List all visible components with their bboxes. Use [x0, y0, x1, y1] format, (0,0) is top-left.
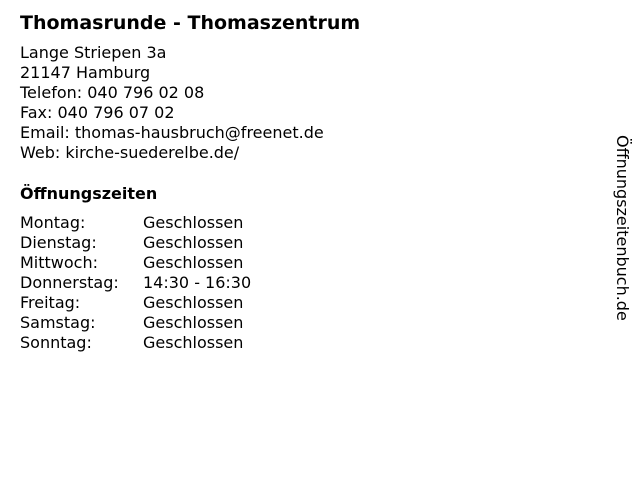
- address-block: [20, 43, 324, 163]
- day-label: Donnerstag:: [20, 273, 119, 292]
- address-street: Lange Striepen 3a: [20, 43, 167, 62]
- website-address: Web: kirche-suederelbe.de/: [20, 143, 240, 162]
- day-hours: Geschlossen: [143, 233, 244, 252]
- day-hours: Geschlossen: [143, 313, 244, 332]
- fax-number: Fax: 040 796 07 02: [20, 103, 175, 122]
- day-hours: 14:30 - 16:30: [143, 273, 252, 292]
- address-city: 21147 Hamburg: [20, 63, 151, 82]
- day-hours: Geschlossen: [143, 213, 244, 232]
- email-address: Email: thomas-hausbruch@freenet.de: [20, 123, 324, 142]
- day-label: Freitag:: [20, 293, 81, 312]
- day-label: Dienstag:: [20, 233, 97, 252]
- brand-watermark: Öffnungszeitenbuch.de: [613, 135, 632, 321]
- day-hours: Geschlossen: [143, 253, 244, 272]
- day-hours: Geschlossen: [143, 293, 244, 312]
- phone-number: Telefon: 040 796 02 08: [20, 83, 205, 102]
- opening-hours-heading: Öffnungszeiten: [20, 184, 158, 203]
- day-hours: Geschlossen: [143, 333, 244, 352]
- day-label: Samstag:: [20, 313, 96, 332]
- page-title: Thomasrunde - Thomaszentrum: [20, 12, 361, 34]
- day-label: Mittwoch:: [20, 253, 98, 272]
- day-label: Sonntag:: [20, 333, 92, 352]
- day-label: Montag:: [20, 213, 86, 232]
